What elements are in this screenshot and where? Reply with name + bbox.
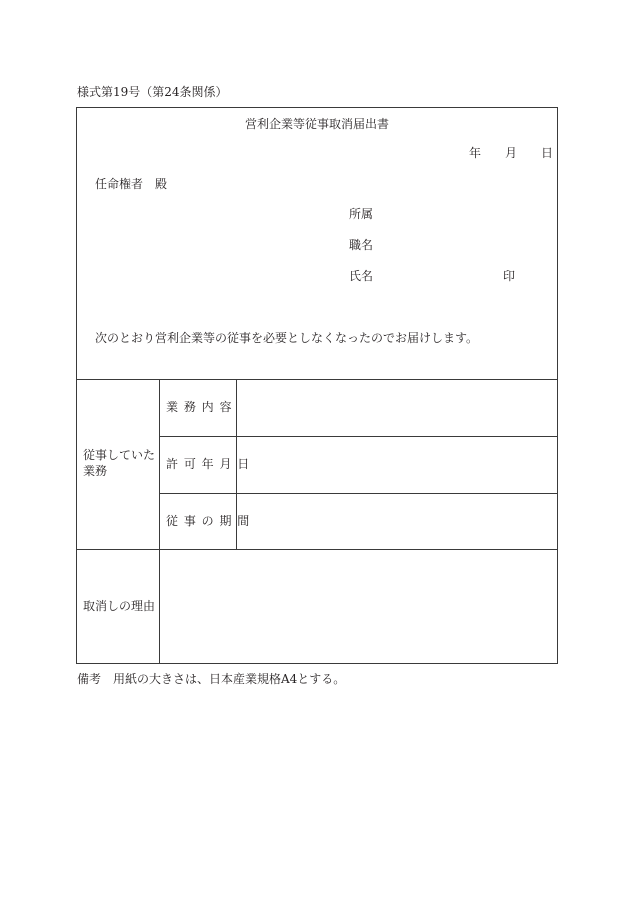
form-number: 様式第19号（第24条関係）: [77, 85, 228, 99]
work-content-field: [237, 380, 557, 436]
form-title: 営利企業等従事取消届出書: [244, 117, 389, 131]
work-group-label-line2: 業務: [83, 464, 108, 478]
seal-label: 印: [503, 269, 516, 283]
position-label: 職名: [349, 238, 374, 252]
permission-date-field: [237, 437, 557, 493]
cancellation-reason-label: 取消しの理由: [83, 599, 156, 613]
date-month-label: 月: [505, 146, 518, 160]
permission-date-label: 許 可 年 月 日: [166, 457, 251, 471]
date-day-label: 日: [541, 146, 554, 160]
remarks-note: 備考 用紙の大きさは、日本産業規格A4とする。: [77, 672, 346, 686]
affiliation-label: 所属: [349, 207, 374, 221]
work-group-label-line1: 従事していた: [83, 448, 156, 462]
statement-text: 次のとおり営利企業等の従事を必要としなくなったのでお届けします。: [95, 331, 479, 345]
addressee: 任命権者 殿: [95, 177, 168, 191]
date-year-label: 年: [469, 146, 482, 160]
work-period-field: [237, 494, 557, 549]
work-period-label: 従 事 の 期 間: [166, 514, 251, 528]
work-content-label: 業 務 内 容: [166, 400, 233, 414]
cancellation-reason-field: [160, 550, 557, 662]
name-label: 氏名: [349, 269, 374, 283]
